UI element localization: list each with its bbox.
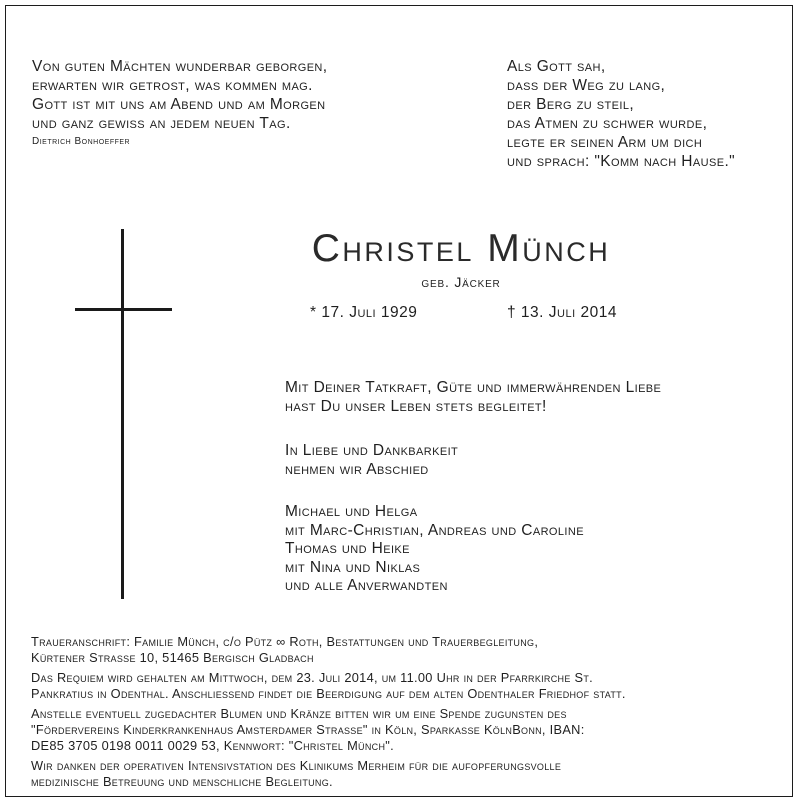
- family-line: und alle Anverwandten: [285, 577, 448, 594]
- family-line: mit Nina und Niklas: [285, 558, 421, 576]
- footer-line: medizinische Betreuung und menschliche Begleitung.: [31, 774, 333, 789]
- poem-left: [32, 57, 422, 149]
- footer-line: Das Requiem wird gehalten am Mittwoch, dem 23. Juli 2014, um 11.00 Uhr in der Pfarrkirche St.: [31, 670, 593, 685]
- mourning-address: [31, 634, 771, 666]
- family-list: [285, 503, 785, 596]
- footer-line: Pankratius in Odenthal. Anschliessend findet die Beerdigung auf dem alten Odenthaler Friedhof statt.: [31, 686, 626, 701]
- footer-info: [31, 634, 771, 794]
- farewell-text: [285, 442, 785, 479]
- family-line: mit Marc-Christian, Andreas und Caroline: [285, 521, 584, 539]
- footer-line: Traueranschrift: Familie Münch, c/o Pütz ∞ Roth, Bestattungen und Trauerbegleitung,: [31, 634, 539, 649]
- cross-icon-horizontal-bar: [75, 308, 172, 311]
- death-date: † 13. Juli 2014: [507, 304, 617, 321]
- thanks-info: [31, 758, 771, 790]
- poem-left-line: erwarten wir getrost, was kommen mag.: [32, 77, 313, 94]
- quote-line: Mit Deiner Tatkraft, Güte und immerwährenden Liebe: [285, 379, 662, 396]
- footer-line: "Fördervereins Kinderkrankenhaus Amsterdamer Strasse" in Köln, Sparkasse KölnBonn, IBAN:: [31, 722, 585, 737]
- poem-left-line: und ganz gewiss an jedem neuen Tag.: [32, 115, 291, 132]
- obituary-notice: [5, 5, 793, 797]
- cross-icon-vertical-bar: [121, 229, 124, 599]
- poem-left-line: Von guten Mächten wunderbar geborgen,: [32, 58, 328, 75]
- tribute-quote: [285, 379, 785, 416]
- poem-right-line: und sprach: "Komm nach Hause.": [507, 153, 736, 170]
- farewell-line: nehmen wir Abschied: [285, 460, 429, 478]
- poem-right-line: dass der Weg zu lang,: [507, 77, 666, 94]
- quote-line: hast Du unser Leben stets begleitet!: [285, 397, 547, 415]
- poem-right-line: das Atmen zu schwer wurde,: [507, 115, 708, 132]
- footer-line: DE85 3705 0198 0011 0029 53, Kennwort: "Christel Münch".: [31, 738, 394, 753]
- farewell-line: In Liebe und Dankbarkeit: [285, 442, 459, 459]
- birth-date: * 17. Juli 1929: [310, 304, 418, 321]
- poem-author: Dietrich Bonhoeffer: [32, 136, 131, 147]
- donation-info: [31, 706, 771, 754]
- deceased-name: Christel Münch: [311, 227, 611, 270]
- family-line: Michael und Helga: [285, 503, 418, 520]
- poem-left-line: Gott ist mit uns am Abend und am Morgen: [32, 96, 326, 113]
- footer-line: Kürtener Strasse 10, 51465 Bergisch Gladbach: [31, 650, 314, 665]
- requiem-info: [31, 670, 771, 702]
- poem-right-line: legte er seinen Arm um dich: [507, 134, 703, 151]
- poem-right-line: Als Gott sah,: [507, 58, 606, 75]
- birth-name: geb. Jäcker: [421, 274, 501, 290]
- footer-line: Anstelle eventuell zugedachter Blumen und Kränze bitten wir um eine Spende zugunsten des: [31, 706, 567, 721]
- poem-right-line: der Berg zu steil,: [507, 96, 635, 113]
- poem-right: [507, 57, 787, 171]
- footer-line: Wir danken der operativen Intensivstation des Klinikums Merheim für die aufopferungsvolle: [31, 758, 562, 773]
- family-line: Thomas und Heike: [285, 540, 410, 557]
